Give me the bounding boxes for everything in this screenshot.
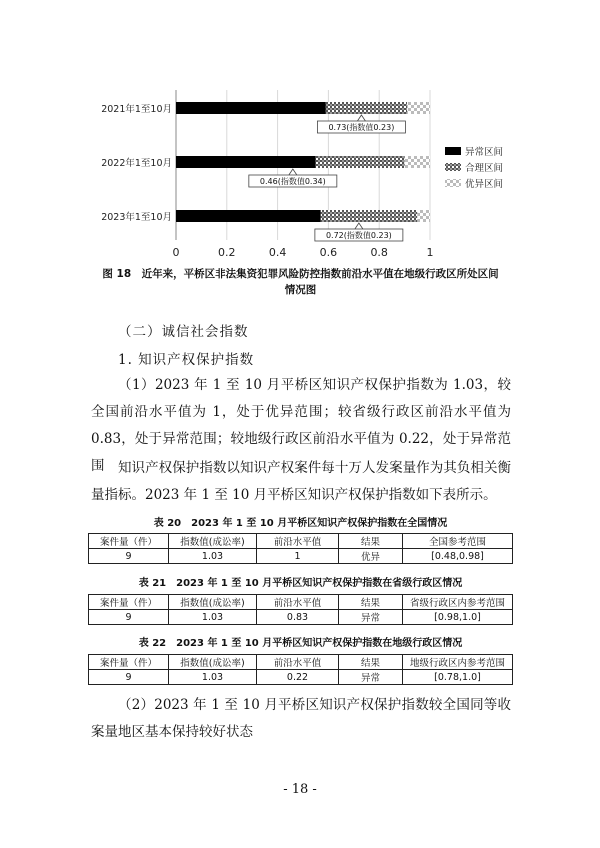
- annotation-label: 0.72(指数值0.23): [325, 231, 392, 240]
- table-21: [88, 594, 513, 625]
- table-21-caption: 表 21 2023 年 1 至 10 月平桥区知识产权保护指数在省级行政区情况: [138, 578, 463, 589]
- x-tick-label: 0: [172, 246, 180, 259]
- x-tick-label: 0.2: [218, 246, 236, 259]
- table-header-cell: 案件量（件）: [89, 595, 169, 610]
- paragraph-3: （2）2023 年 1 至 10 月平桥区知识产权保护指数较全国同等收案量地区基本保持较好状态: [91, 697, 511, 740]
- bar-segment: [407, 102, 430, 114]
- table-cell: 1: [257, 549, 339, 564]
- table-header-cell: 指数值(成讼率): [169, 534, 257, 549]
- bar-segment: [176, 102, 326, 114]
- table-cell: [0.98,1.0]: [403, 610, 513, 625]
- table-header-cell: 前沿水平值: [257, 595, 339, 610]
- x-tick-label: 0.6: [319, 246, 338, 259]
- table-cell: 异常: [339, 670, 403, 685]
- category-label: 2021年1至10月: [101, 104, 172, 115]
- paragraph-2: 知识产权保护指数以知识产权案件每十万人发案量作为其负相关衡量指标。2023 年 1 至 10 月平桥区知识产权保护指数如下表所示。: [91, 460, 511, 503]
- table-cell: 9: [89, 670, 169, 685]
- subsection-heading: 1. 知识产权保护指数: [118, 352, 255, 368]
- table-cell: [0.78,1.0]: [403, 670, 513, 685]
- section-heading: （二）诚信社会指数: [118, 324, 249, 340]
- bar-segment: [176, 156, 316, 168]
- legend-label: 优异区间: [465, 179, 504, 190]
- chart-bars: [176, 102, 430, 222]
- figure-caption: [88, 266, 513, 298]
- table-22-caption: 表 22 2023 年 1 至 10 月平桥区知识产权保护指数在地级行政区情况: [138, 638, 463, 649]
- table-header-cell: 前沿水平值: [257, 534, 339, 549]
- table-cell: 异常: [339, 610, 403, 625]
- category-label: 2022年1至10月: [101, 158, 172, 169]
- annotation-pointer: [357, 115, 365, 121]
- table-header-row: [89, 655, 513, 670]
- table-header-cell: 全国参考范围: [403, 534, 513, 549]
- table-header-cell: 结果: [339, 595, 403, 610]
- figure-caption-line2: 情况图: [284, 284, 317, 296]
- table-header-cell: 案件量（件）: [89, 534, 169, 549]
- table-row: [89, 670, 513, 685]
- table-20-caption: 表 20 2023 年 1 至 10 月平桥区知识产权保护指数在全国情况: [153, 518, 448, 529]
- table-header-cell: 前沿水平值: [257, 655, 339, 670]
- table-cell: 9: [89, 549, 169, 564]
- table-header-cell: 指数值(成讼率): [169, 595, 257, 610]
- table-cell: 9: [89, 610, 169, 625]
- table-cell: 优异: [339, 549, 403, 564]
- table-cell: 0.83: [257, 610, 339, 625]
- legend-label: 合理区间: [465, 163, 504, 174]
- bar-segment: [326, 102, 407, 114]
- table-row: [89, 549, 513, 564]
- table-cell: [0.48,0.98]: [403, 549, 513, 564]
- table-cell: 1.03: [169, 549, 257, 564]
- bar-segment: [417, 210, 430, 222]
- table-row: [89, 610, 513, 625]
- table-header-cell: 结果: [339, 655, 403, 670]
- figure-caption-line1: 图 18 近年来，平桥区非法集资犯罪风险防控指数前沿水平值在地级行政区所处区间: [102, 268, 499, 280]
- chart-legend: [445, 146, 503, 190]
- bar-segment: [316, 156, 405, 168]
- x-tick-label: 0.8: [370, 246, 388, 259]
- table-cell: 1.03: [169, 610, 257, 625]
- bar-segment: [176, 210, 321, 222]
- legend-label: 异常区间: [465, 147, 504, 158]
- paragraph-1: （1）2023 年 1 至 10 月平桥区知识产权保护指数为 1.03，较全国前沿水平值为 1，处于优异范围；较省级行政区前沿水平值为 0.83，处于异常范围；较地级行政区前沿水平值为 0.22，处于异常范围: [91, 377, 511, 474]
- chart-tick-labels: [173, 246, 434, 259]
- chart-category-labels: [101, 103, 172, 223]
- annotation-pointer: [355, 223, 363, 229]
- table-header-cell: 指数值(成讼率): [169, 655, 257, 670]
- legend-swatch: [445, 163, 461, 171]
- table-header-row: [89, 595, 513, 610]
- bar-segment: [405, 156, 430, 168]
- table-cell: 1.03: [169, 670, 257, 685]
- table-header-row: [89, 534, 513, 549]
- table-header-cell: 结果: [339, 534, 403, 549]
- legend-swatch: [445, 147, 461, 155]
- annotation-label: 0.73(指数值0.23): [328, 123, 395, 132]
- stacked-bar-chart: [0, 0, 600, 262]
- table-header-cell: 省级行政区内参考范围: [403, 595, 513, 610]
- table-22: [88, 654, 513, 685]
- table-20: [88, 533, 513, 564]
- category-label: 2023年1至10月: [101, 212, 172, 223]
- table-header-cell: 案件量（件）: [89, 655, 169, 670]
- x-tick-label: 0.4: [268, 246, 287, 259]
- table-cell: 0.22: [257, 670, 339, 685]
- table-header-cell: 地级行政区内参考范围: [403, 655, 513, 670]
- legend-swatch: [445, 179, 461, 187]
- bar-segment: [321, 210, 418, 222]
- chart-annotations: [249, 115, 406, 241]
- annotation-pointer: [289, 169, 297, 175]
- annotation-label: 0.46(指数值0.34): [259, 177, 326, 186]
- page-number: - 18 -: [283, 782, 317, 797]
- x-tick-label: 1: [426, 246, 434, 259]
